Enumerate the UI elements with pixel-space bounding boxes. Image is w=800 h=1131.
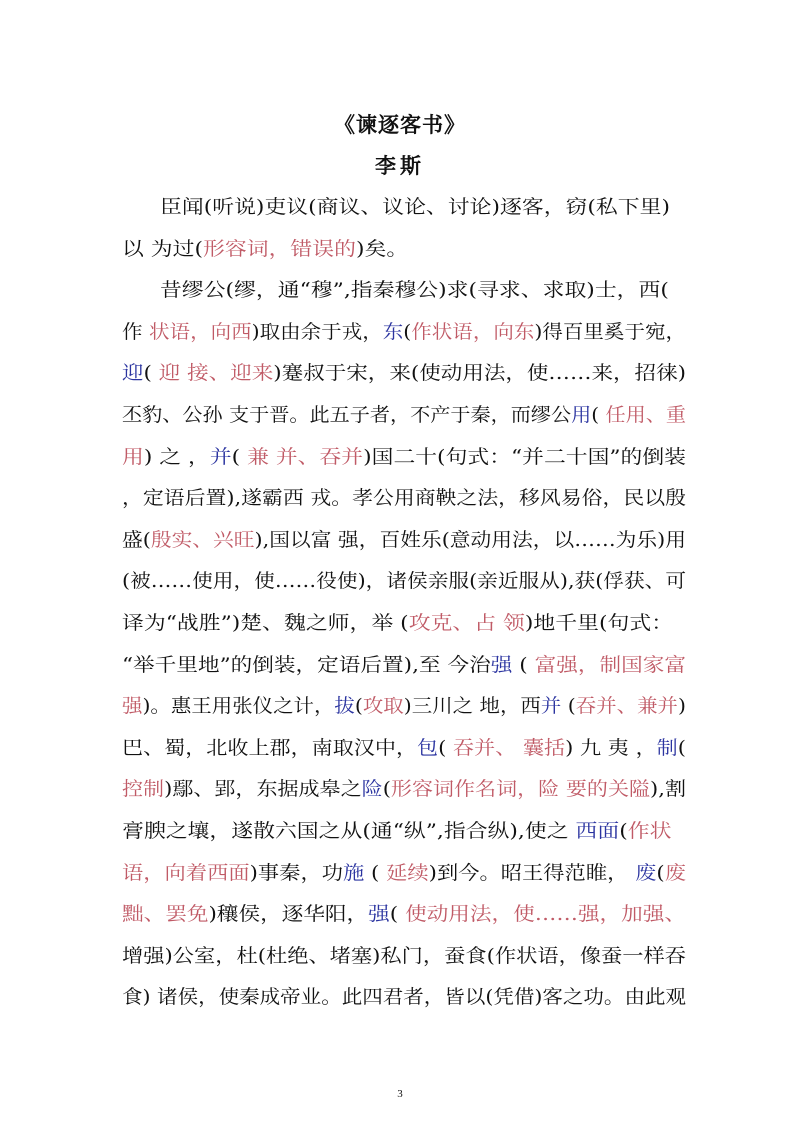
keyword: 险 <box>361 778 383 801</box>
text-run: ( <box>619 820 628 842</box>
text-line <box>160 276 669 304</box>
text-run: ( <box>364 861 387 884</box>
text-run: ),国以富 强，百姓乐(意动用法，以……为乐)用 <box>254 528 686 551</box>
annotation: 语，向着西面 <box>122 861 250 884</box>
text-line <box>122 318 686 346</box>
text-run: ) 之 ， <box>143 445 210 468</box>
keyword: 迎 <box>122 362 144 385</box>
text-line <box>160 193 670 221</box>
text-run: ( <box>231 445 248 468</box>
text-run: 丕豹、公孙 支于晋。此五子者，不产于秦，而缪公 <box>122 404 572 426</box>
text-run: )。惠王用张仪之计， <box>142 695 335 718</box>
text-run: 昔缪公(缪，通“穆”,指秦穆公)求(寻求、求取)士，西( <box>160 279 669 302</box>
text-line <box>122 526 686 554</box>
keyword: 并 <box>209 445 232 468</box>
text-run: ( <box>512 653 535 676</box>
keyword: 并 <box>540 695 562 718</box>
text-line <box>122 567 686 595</box>
text-run: )国二十(句式：“并二十国”的倒装 <box>363 445 687 468</box>
text-run: )三川之 地，西 <box>403 695 541 718</box>
text-run: )得百里奚于宛， <box>534 320 686 343</box>
annotation: 迎 接、迎来 <box>158 362 274 385</box>
text-run: ( <box>677 736 686 759</box>
annotation: 用 <box>122 445 144 468</box>
annotation: 任用、重 <box>605 404 687 426</box>
text-run: ),割 <box>650 778 686 801</box>
keyword: 东 <box>382 320 404 343</box>
text-run: 盛( <box>122 528 151 551</box>
text-run: 作 <box>122 320 150 343</box>
text-run: 增强)公室，杜(杜绝、堵塞)私门，蚕食(作状语，像蚕一样吞 <box>122 944 687 967</box>
text-run: (被……使用，使……役使)，诸侯亲服(亲近服从),获(俘获、可 <box>122 570 687 593</box>
text-run: ( <box>354 695 363 718</box>
keyword: 强 <box>368 903 390 926</box>
annotation: 控制 <box>122 778 165 801</box>
annotation: 攻取 <box>362 695 404 718</box>
annotation: 形容词，错误的 <box>203 237 356 260</box>
keyword: 废 <box>635 861 657 884</box>
text-run: 巴、蜀，北收上郡，南取汉中， <box>122 736 418 759</box>
text-line <box>122 484 686 512</box>
text-line <box>122 900 686 928</box>
annotation: 殷实、兴旺 <box>150 528 255 551</box>
text-run: )事秦，功 <box>249 861 343 884</box>
annotation: 富强，制国家富 <box>534 653 687 676</box>
text-line <box>122 734 686 762</box>
text-line <box>122 817 672 845</box>
text-run: 以 为过( <box>122 237 204 260</box>
text-run: 译为“战胜”)楚、魏之师，举 ( <box>122 612 409 634</box>
text-line <box>122 443 686 471</box>
text-line <box>122 859 686 887</box>
text-run: ( <box>656 861 665 884</box>
text-line <box>122 235 408 263</box>
text-line <box>122 942 686 970</box>
text-run: ( <box>143 362 159 385</box>
annotation: 使动用法，使……强，加强、 <box>405 903 687 926</box>
text-run: 膏腴之壤，遂散六国之从(通“纵”,指合纵),使之 <box>122 820 576 842</box>
text-run: ( <box>389 903 406 926</box>
text-run: ( <box>382 778 391 801</box>
annotation: 形容词作名词，险 要的关隘 <box>390 778 651 801</box>
annotation: 延续 <box>386 861 429 884</box>
text-run: ，定语后置),遂霸西 戎。孝公用商鞅之法，移风易俗，民以殷 <box>122 487 686 510</box>
keyword: 西面 <box>575 820 620 842</box>
keyword: 用 <box>571 404 592 426</box>
annotation: 攻克、占 领 <box>408 612 525 634</box>
keyword: 强 <box>490 653 513 676</box>
text-run: ( <box>438 736 454 759</box>
annotation: 废 <box>664 861 686 884</box>
annotation: 作状语，向东 <box>411 320 535 343</box>
keyword: 拔 <box>334 695 355 718</box>
annotation: 兼 并、吞并 <box>247 445 364 468</box>
text-run: “举千里地”的倒装，定语后置),至 今治 <box>122 653 491 676</box>
text-line <box>122 401 686 429</box>
text-run: )取由余于戎， <box>251 320 383 343</box>
text-line <box>122 983 686 1011</box>
page-number: 3 <box>397 1088 403 1100</box>
annotation: 黜、罢免 <box>122 903 209 926</box>
text-line <box>122 359 686 387</box>
document-author: 李斯 <box>375 153 425 178</box>
text-run: )到今。昭王得范睢， <box>428 861 636 884</box>
text-line <box>122 692 686 720</box>
annotation: 作状 <box>627 820 672 842</box>
annotation: 状语，向西 <box>149 320 252 343</box>
keyword: 制 <box>656 736 678 759</box>
text-run: ) 九 夷 ， <box>565 736 657 759</box>
annotation: 强 <box>122 695 143 718</box>
text-run: )矣。 <box>355 237 409 260</box>
text-run: )蹇叔于宋，来(使动用法，使……来，招徕) <box>273 362 687 385</box>
text-run: ( <box>561 695 576 718</box>
text-run: ) <box>678 695 686 718</box>
annotation: 吞并、 囊括 <box>453 736 566 759</box>
annotation: 吞并、兼并 <box>575 695 679 718</box>
keyword: 施 <box>342 861 365 884</box>
text-run: )穰侯，逐华阳， <box>208 903 369 926</box>
text-run: )地千里(句式： <box>524 612 674 634</box>
text-line <box>122 609 673 637</box>
text-run: 食) 诸侯，使秦成帝业。此四君者，皆以(凭借)客之功。由此观 <box>122 986 687 1009</box>
text-line <box>122 651 686 679</box>
text-run: ( <box>403 320 412 343</box>
text-line <box>122 775 686 803</box>
text-run: )鄢、郢，东据成皋之 <box>164 778 362 801</box>
text-run: 臣闻(听说)吏议(商议、议论、讨论)逐客，窃(私下里) <box>160 196 671 218</box>
keyword: 包 <box>417 736 439 759</box>
text-run: ( <box>591 404 606 426</box>
document-title: 《谏逐客书》 <box>334 112 466 137</box>
